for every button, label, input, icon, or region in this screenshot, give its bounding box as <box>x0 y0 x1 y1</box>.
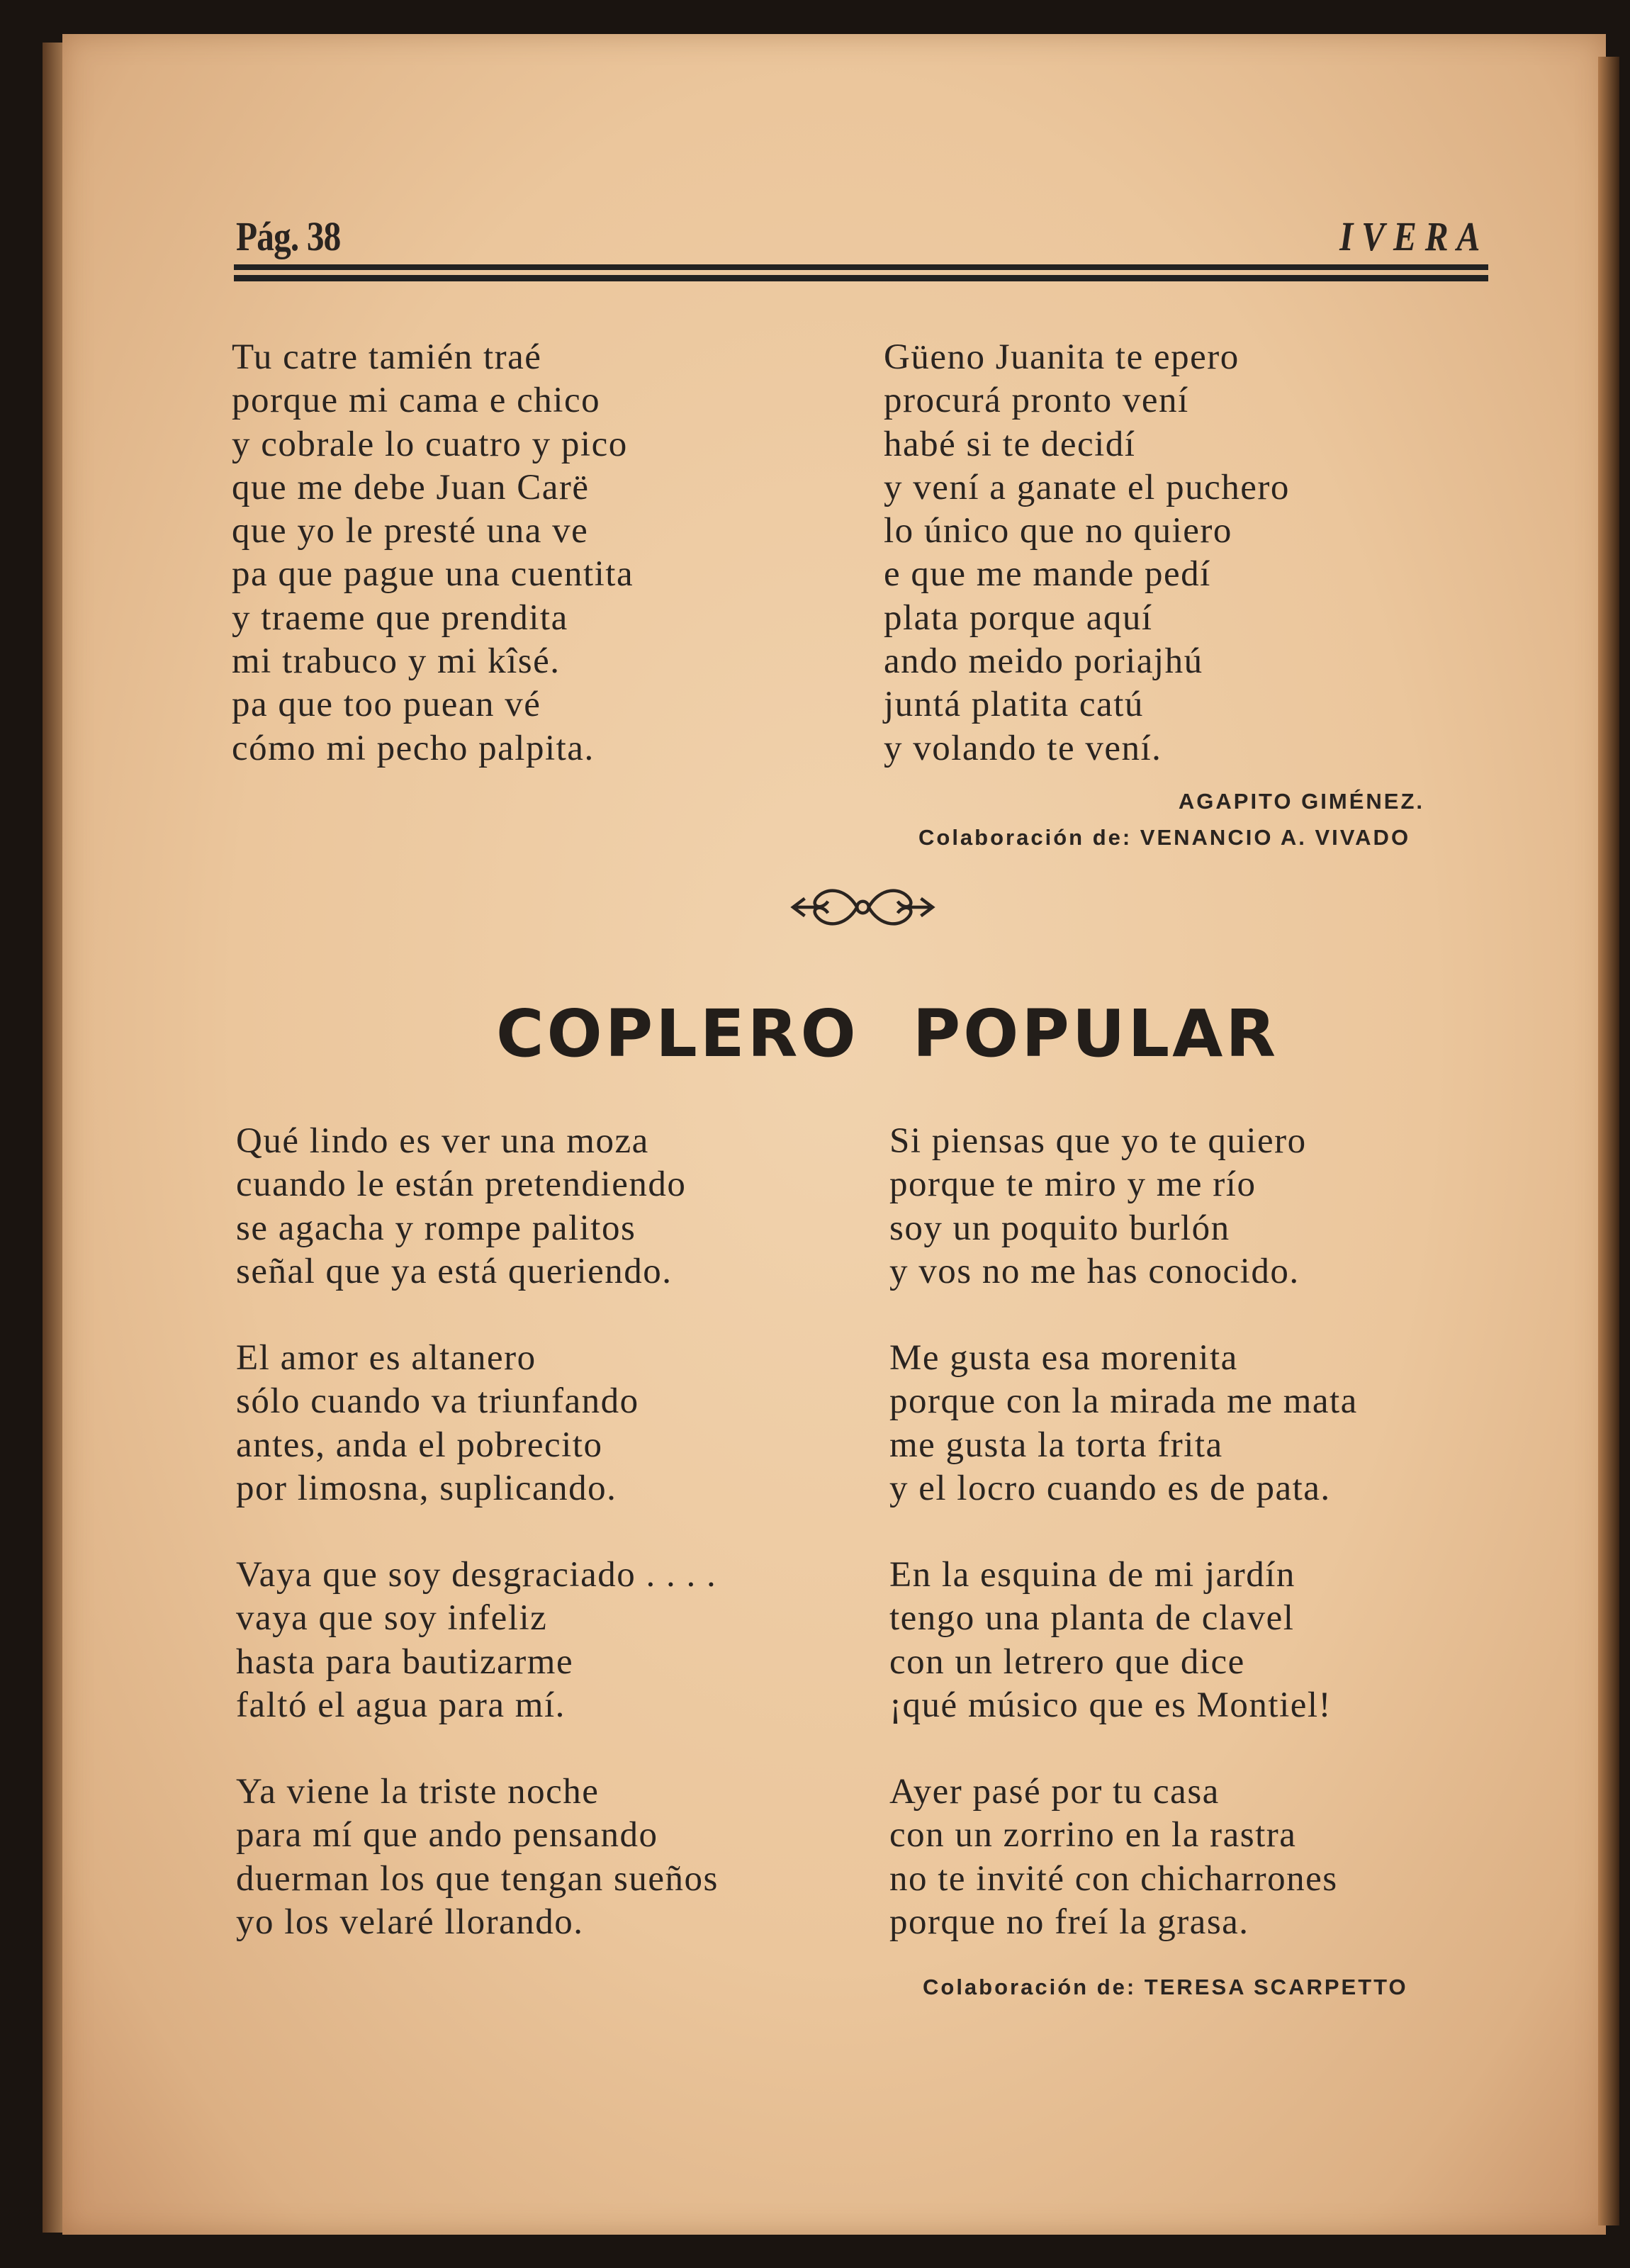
verse-line: El amor es altanero <box>236 1338 536 1378</box>
verse-line: y volando te vení. <box>884 728 1162 768</box>
verse-line: pa que pague una cuentita <box>232 554 634 595</box>
verse-line: Ayer pasé por tu casa <box>889 1772 1220 1812</box>
verse-line: y el locro cuando es de pata. <box>889 1468 1331 1508</box>
verse-line: con un zorrino en la rastra <box>889 1815 1297 1856</box>
verse-line: se agacha y rompe palitos <box>236 1208 636 1248</box>
verse-line: tengo una planta de clavel <box>889 1598 1295 1639</box>
verse-line: soy un poquito burlón <box>889 1208 1230 1248</box>
verse-line: y vení a ganate el puchero <box>884 467 1290 507</box>
verse-line: Si piensas que yo te quiero <box>889 1121 1307 1161</box>
verse-line: Ya viene la triste noche <box>236 1772 600 1812</box>
stanza <box>236 1337 639 1510</box>
verse-line: porque mi cama e chico <box>232 381 601 421</box>
verse-line: En la esquina de mi jardín <box>889 1555 1295 1595</box>
verse-line: Vaya que soy desgraciado . . . . <box>236 1555 717 1595</box>
poem1-right-column <box>884 336 1290 770</box>
verse-line: pa que too puean vé <box>232 685 541 725</box>
verse-line: plata porque aquí <box>884 597 1153 638</box>
poem2-collaboration: Colaboración de: TERESA SCARPETTO <box>923 1975 1408 1999</box>
poem1-left-column <box>232 336 634 770</box>
ornament-divider-icon <box>790 877 935 937</box>
verse-line: Tu catre tamién traé <box>232 337 542 377</box>
verse-line: Me gusta esa morenita <box>889 1338 1238 1378</box>
verse-line: porque con la mirada me mata <box>889 1381 1358 1422</box>
verse-line: que yo le presté una ve <box>232 511 589 551</box>
verse-line: lo único que no quiero <box>884 511 1232 551</box>
page-number: Pág. 38 <box>236 213 341 259</box>
stanza <box>889 1120 1307 1293</box>
verse-line: no te invité con chicharrones <box>889 1858 1338 1899</box>
verse-line: me gusta la torta frita <box>889 1425 1223 1465</box>
verse-line: procurá pronto vení <box>884 381 1189 421</box>
stanza <box>889 1554 1332 1727</box>
verse-line: cómo mi pecho palpita. <box>232 728 595 768</box>
stanza <box>236 1554 716 1727</box>
verse-line: faltó el agua para mí. <box>236 1685 566 1725</box>
verse-line: con un letrero que dice <box>889 1641 1245 1682</box>
verse-line: juntá platita catú <box>884 685 1144 725</box>
stanza <box>236 1770 719 1944</box>
stanza <box>889 1337 1358 1510</box>
poem1-collaboration: Colaboración de: VENANCIO A. VIVADO <box>918 825 1411 850</box>
verse-line: ¡qué músico que es Montiel! <box>889 1685 1332 1725</box>
poem1-author: AGAPITO GIMÉNEZ. <box>1178 789 1424 814</box>
verse-line: para mí que ando pensando <box>236 1815 658 1856</box>
verse-line: y cobrale lo cuatro y pico <box>232 424 628 464</box>
page-edge <box>1598 57 1619 2225</box>
verse-line: duerman los que tengan sueños <box>236 1858 719 1899</box>
verse-line: cuando le están pretendiendo <box>236 1164 687 1205</box>
verse-line: antes, anda el pobrecito <box>236 1425 603 1465</box>
magazine-title: IVERA <box>1339 213 1488 259</box>
verse-line: ando meido poriajhú <box>884 641 1203 682</box>
section-title: COPLERO POPULAR <box>496 996 1279 1072</box>
verse-line: porque te miro y me río <box>889 1164 1257 1205</box>
verse-line: señal que ya está queriendo. <box>236 1251 673 1291</box>
verse-line: e que me mande pedí <box>884 554 1211 595</box>
verse-line: Qué lindo es ver una moza <box>236 1121 649 1161</box>
verse-line: que me debe Juan Carë <box>232 467 590 507</box>
header-rule-bottom <box>234 275 1488 281</box>
verse-line: hasta para bautizarme <box>236 1641 574 1682</box>
verse-line: sólo cuando va triunfando <box>236 1381 639 1422</box>
stanza <box>236 1120 686 1293</box>
stanza <box>889 1770 1338 1944</box>
verse-line: y vos no me has conocido. <box>889 1251 1300 1291</box>
verse-line: yo los velaré llorando. <box>236 1902 584 1942</box>
verse-line: por limosna, suplicando. <box>236 1468 617 1508</box>
header-rule-top <box>234 264 1488 270</box>
verse-line: habé si te decidí <box>884 424 1136 464</box>
verse-line: Güeno Juanita te epero <box>884 337 1240 377</box>
verse-line: vaya que soy infeliz <box>236 1598 548 1639</box>
verse-line: y traeme que prendita <box>232 597 568 638</box>
verse-line: mi trabuco y mi kîsé. <box>232 641 561 682</box>
verse-line: porque no freí la grasa. <box>889 1902 1249 1942</box>
